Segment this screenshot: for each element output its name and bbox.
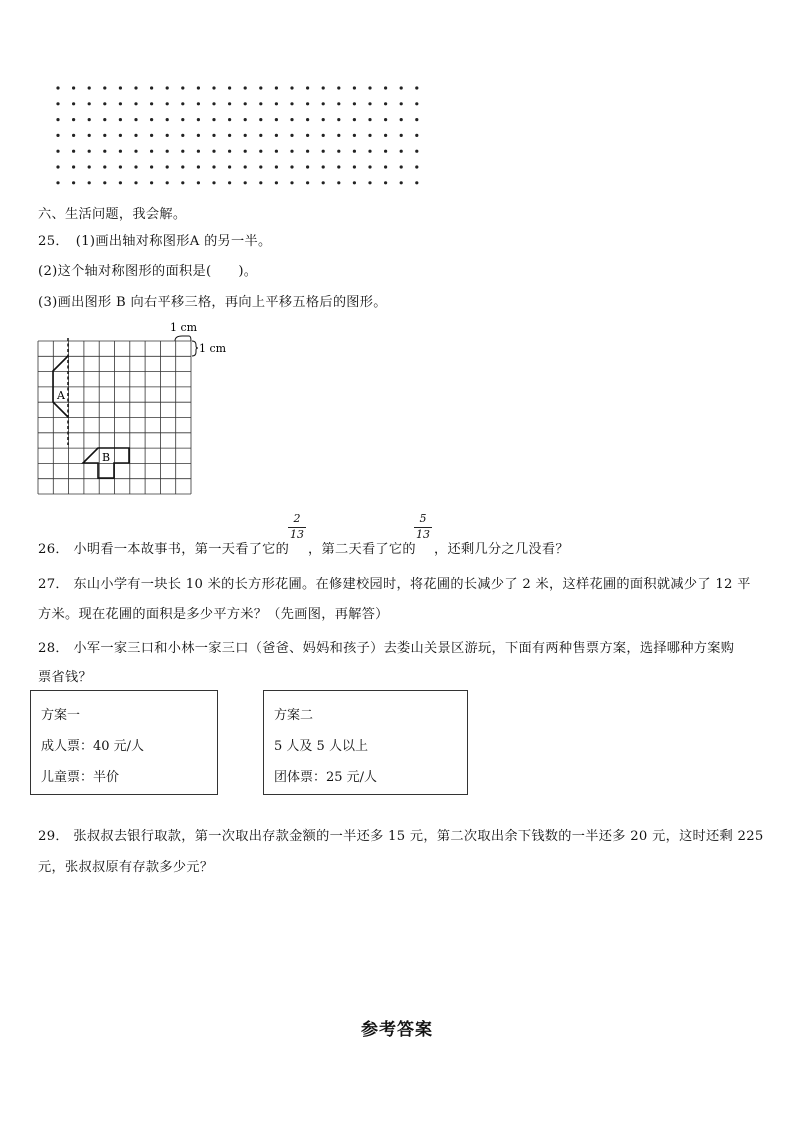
- grid-dot: [197, 165, 200, 168]
- grid-dot: [56, 86, 59, 89]
- grid-dot: [353, 134, 356, 137]
- grid-dot: [275, 86, 278, 89]
- grid-dot: [119, 150, 122, 153]
- dot-grid: [50, 82, 435, 190]
- grid-dot: [150, 86, 153, 89]
- grid-dot: [400, 181, 403, 184]
- grid-dot: [228, 150, 231, 153]
- grid-dot: [259, 118, 262, 121]
- grid-dot: [72, 102, 75, 105]
- grid-dot: [181, 86, 184, 89]
- grid-dot: [384, 150, 387, 153]
- grid-dot: [400, 86, 403, 89]
- grid-dot: [306, 165, 309, 168]
- grid-dot: [322, 86, 325, 89]
- plan-two-group-price: 团体票：25 元/人: [274, 770, 378, 785]
- grid-dot: [368, 150, 371, 153]
- grid-dot: [290, 165, 293, 168]
- grid-dot: [134, 150, 137, 153]
- grid-dot: [306, 150, 309, 153]
- grid-dot: [56, 150, 59, 153]
- q28-line1: 28． 小军一家三口和小林一家三口（爸爸、妈妈和孩子）去娄山关景区游玩，下面有两种售票方案，选择哪种方案购: [38, 641, 735, 656]
- grid-dot: [103, 86, 106, 89]
- grid-dot: [306, 86, 309, 89]
- grid-dot: [72, 86, 75, 89]
- shape-a-label: A: [57, 389, 65, 402]
- grid-dot: [337, 181, 340, 184]
- q26-prefix: 26． 小明看一本故事书，第一天看了它的: [38, 542, 290, 557]
- grid-dot: [119, 181, 122, 184]
- grid-dot: [259, 86, 262, 89]
- grid-dot: [400, 134, 403, 137]
- fraction-denominator: 13: [290, 528, 304, 541]
- grid-dot: [166, 102, 169, 105]
- grid-dot: [119, 86, 122, 89]
- grid-dot: [212, 118, 215, 121]
- grid-dot: [415, 165, 418, 168]
- grid-dot: [337, 86, 340, 89]
- q25-line2: (2)这个轴对称图形的面积是( )。: [38, 264, 258, 279]
- grid-dot: [368, 134, 371, 137]
- fraction-denominator: 13: [416, 528, 430, 541]
- grid-dot: [384, 102, 387, 105]
- grid-dot: [415, 150, 418, 153]
- grid-dot: [384, 86, 387, 89]
- grid-dot: [56, 134, 59, 137]
- grid-dot: [290, 150, 293, 153]
- q25-line1: 25． (1)画出轴对称图形A 的另一半。: [38, 234, 272, 249]
- grid-dot: [197, 86, 200, 89]
- grid-dot: [384, 181, 387, 184]
- grid-dot: [56, 165, 59, 168]
- grid-dot: [212, 150, 215, 153]
- plan-one-adult-price: 成人票：40 元/人: [41, 739, 145, 754]
- grid-dot: [337, 102, 340, 105]
- grid-dot: [72, 150, 75, 153]
- grid-dot: [228, 118, 231, 121]
- grid-dot: [384, 165, 387, 168]
- grid-dot: [244, 86, 247, 89]
- grid-dot: [150, 150, 153, 153]
- grid-dot: [290, 181, 293, 184]
- fraction-5-13: [414, 513, 432, 541]
- grid-dot: [259, 181, 262, 184]
- grid-dot: [400, 165, 403, 168]
- grid-dot: [337, 150, 340, 153]
- grid-dot: [415, 86, 418, 89]
- grid-dot: [368, 181, 371, 184]
- grid-dot: [337, 165, 340, 168]
- q29-line1: 29． 张叔叔去银行取款，第一次取出存款金额的一半还多 15 元，第二次取出余下钱数的一半还多 20 元，这时还剩 225: [38, 829, 764, 844]
- grid-dot: [322, 181, 325, 184]
- grid-dot: [306, 134, 309, 137]
- plan-one-title: 方案一: [41, 708, 81, 723]
- grid-dot: [150, 118, 153, 121]
- plan-two-title: 方案二: [274, 708, 314, 723]
- section-title: 六、生活问题，我会解。: [38, 207, 187, 222]
- grid-dot: [368, 165, 371, 168]
- unit-bracket-top: [175, 336, 191, 341]
- grid-dot: [103, 102, 106, 105]
- grid-dot: [306, 181, 309, 184]
- q26-suffix: ，还剩几分之几没看？: [434, 542, 569, 557]
- grid-dot: [103, 181, 106, 184]
- grid-dot: [353, 86, 356, 89]
- grid-dot: [72, 165, 75, 168]
- fraction-2-13: [288, 513, 306, 541]
- grid-dot: [244, 150, 247, 153]
- grid-dot: [197, 150, 200, 153]
- grid-dot: [400, 102, 403, 105]
- grid-dot: [353, 181, 356, 184]
- grid-dot: [56, 118, 59, 121]
- grid-dot: [259, 134, 262, 137]
- grid-dot: [400, 118, 403, 121]
- grid-dot: [212, 165, 215, 168]
- grid-dot: [150, 181, 153, 184]
- grid-dot: [134, 165, 137, 168]
- grid-dot: [212, 86, 215, 89]
- grid-dot: [353, 118, 356, 121]
- fraction-numerator: 5: [414, 513, 432, 528]
- grid-dot: [244, 102, 247, 105]
- grid-dot: [134, 86, 137, 89]
- grid-dot: [166, 86, 169, 89]
- grid-dot: [212, 181, 215, 184]
- grid-dot: [368, 118, 371, 121]
- fraction-numerator: 2: [288, 513, 306, 528]
- grid-dot: [212, 134, 215, 137]
- grid-dot: [322, 150, 325, 153]
- grid-dot: [322, 102, 325, 105]
- grid-dot: [353, 102, 356, 105]
- grid-dot: [228, 134, 231, 137]
- grid-dot: [368, 86, 371, 89]
- grid-dot: [181, 102, 184, 105]
- answers-title: 参考答案: [361, 1020, 433, 1040]
- unit-label-side: 1 cm: [199, 342, 227, 355]
- grid-dot: [212, 102, 215, 105]
- grid-dot: [275, 181, 278, 184]
- grid-dot: [119, 102, 122, 105]
- grid-dot: [290, 118, 293, 121]
- grid-dot: [415, 181, 418, 184]
- grid-dot: [166, 118, 169, 121]
- grid-dot: [322, 118, 325, 121]
- grid-dot: [368, 102, 371, 105]
- q27-line1: 27． 东山小学有一块长 10 米的长方形花圃。在修建校园时，将花圃的长减少了 2 米，这样花圃的面积就减少了 12 平: [38, 577, 751, 592]
- grid-dot: [259, 102, 262, 105]
- grid-dot: [150, 134, 153, 137]
- q27-line2: 方米。现在花圃的面积是多少平方米？（先画图，再解答）: [38, 607, 389, 622]
- grid-dot: [306, 118, 309, 121]
- grid-dot: [244, 134, 247, 137]
- grid-dot: [72, 181, 75, 184]
- grid-dot: [119, 134, 122, 137]
- grid-dot: [244, 118, 247, 121]
- plan-one-box: [30, 690, 218, 795]
- unit-brace-side: [192, 341, 198, 356]
- grid-dot: [244, 181, 247, 184]
- grid-dot: [290, 86, 293, 89]
- grid-dot: [197, 118, 200, 121]
- grid-dot: [134, 118, 137, 121]
- plan-two-condition: 5 人及 5 人以上: [274, 739, 368, 754]
- grid-dot: [384, 134, 387, 137]
- grid-dot: [119, 165, 122, 168]
- grid-dot: [322, 134, 325, 137]
- grid-dot: [88, 86, 91, 89]
- grid-dot: [150, 102, 153, 105]
- grid-dot: [306, 102, 309, 105]
- grid-dot: [275, 165, 278, 168]
- grid-dot: [88, 118, 91, 121]
- grid-dot: [88, 181, 91, 184]
- grid-dot: [259, 165, 262, 168]
- grid-dot: [134, 181, 137, 184]
- grid-dot: [259, 150, 262, 153]
- grid-dot: [228, 86, 231, 89]
- grid-dot: [228, 102, 231, 105]
- grid-dot: [134, 134, 137, 137]
- grid-dot: [88, 150, 91, 153]
- unit-label-top: 1 cm: [170, 321, 198, 334]
- grid-dot: [275, 134, 278, 137]
- grid-dot: [290, 134, 293, 137]
- grid-dot: [290, 102, 293, 105]
- grid-dot: [415, 134, 418, 137]
- grid-dot: [353, 150, 356, 153]
- grid-dot: [72, 118, 75, 121]
- grid-dot: [197, 181, 200, 184]
- q25-line3: (3)画出图形 B 向右平移三格，再向上平移五格后的图形。: [38, 295, 387, 310]
- grid-dot: [337, 134, 340, 137]
- grid-dot: [166, 165, 169, 168]
- grid-dot: [400, 150, 403, 153]
- grid-dot: [103, 165, 106, 168]
- square-grid-figure: [30, 318, 245, 500]
- grid-dot: [166, 181, 169, 184]
- q26-middle: ，第二天看了它的: [308, 542, 416, 557]
- grid-dot: [322, 165, 325, 168]
- grid-dot: [150, 165, 153, 168]
- grid-dot: [103, 150, 106, 153]
- grid-dot: [56, 181, 59, 184]
- shape-b-label: B: [102, 451, 111, 464]
- grid-dot: [88, 102, 91, 105]
- grid-dot: [197, 102, 200, 105]
- grid-dot: [119, 118, 122, 121]
- grid-dot: [228, 165, 231, 168]
- grid-dot: [103, 134, 106, 137]
- q28-line2: 票省钱？: [38, 670, 92, 685]
- grid-dot: [88, 165, 91, 168]
- grid-dot: [103, 118, 106, 121]
- grid-dot: [228, 181, 231, 184]
- grid-dot: [275, 118, 278, 121]
- grid-dot: [181, 165, 184, 168]
- q29-line2: 元，张叔叔原有存款多少元？: [38, 860, 214, 875]
- grid-dot: [134, 102, 137, 105]
- grid-dot: [181, 181, 184, 184]
- grid-dot: [197, 134, 200, 137]
- grid-dot: [353, 165, 356, 168]
- plan-one-child-price: 儿童票：半价: [41, 770, 120, 785]
- grid-dot: [275, 102, 278, 105]
- grid-dot: [337, 118, 340, 121]
- grid-dot: [415, 118, 418, 121]
- grid-dot: [244, 165, 247, 168]
- grid-dot: [415, 102, 418, 105]
- grid-dot: [166, 150, 169, 153]
- grid-dot: [275, 150, 278, 153]
- grid-dot: [181, 118, 184, 121]
- grid-dot: [166, 134, 169, 137]
- grid-dot: [72, 134, 75, 137]
- grid-dot: [181, 134, 184, 137]
- grid-dot: [56, 102, 59, 105]
- grid-dot: [384, 118, 387, 121]
- grid-dot: [88, 134, 91, 137]
- grid-dot: [181, 150, 184, 153]
- plan-two-box: [263, 690, 468, 795]
